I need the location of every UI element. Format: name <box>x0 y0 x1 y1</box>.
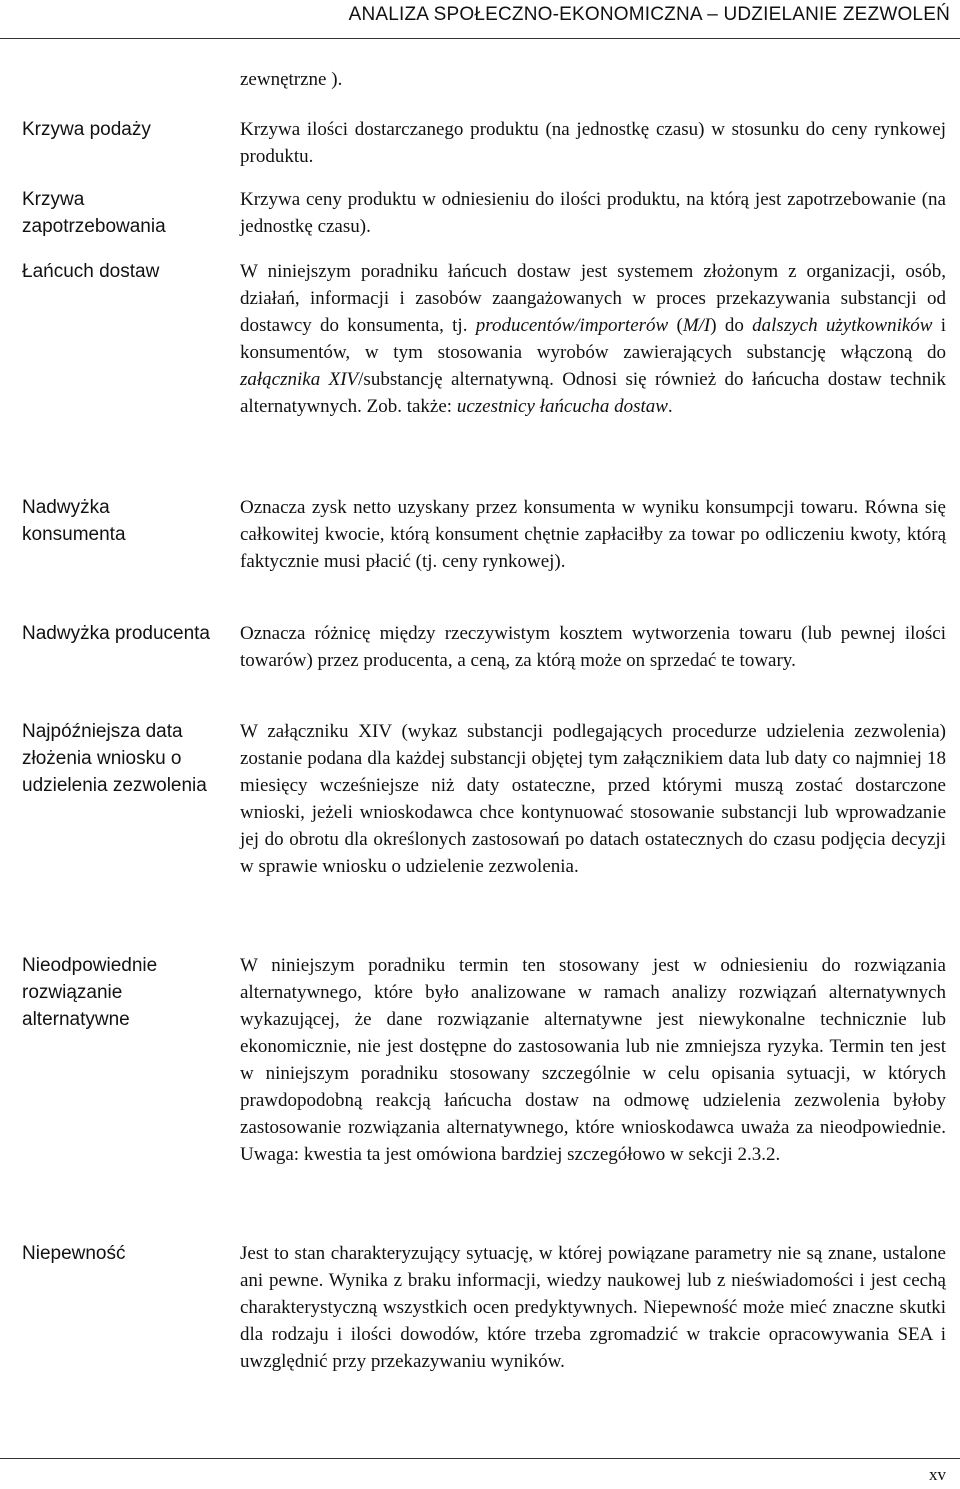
glossary-definition: W załączniku XIV (wykaz substancji podlegających procedurze udzielenia zezwolenia) zostanie podana dla każdej substancji objętej tym załącznikiem data lub daty co najmniej 18 miesięcy wcześniejsze niż daty ostateczne, przed którymi muszą zostać dostarczone wnioski, jeżeli wnioskodawca chce kontynuować stosowanie substancji lub wprowadzanie jej do obrotu dla określonych zastosowań po datach ostatecznych do czasu podjęcia decyzji w sprawie wniosku o udzielenie zezwolenia. <box>240 721 946 877</box>
definition-italic: uczestnicy łańcucha dostaw <box>456 396 668 417</box>
definition-italic: producentów/importerów <box>475 315 669 336</box>
glossary-definition <box>240 258 946 420</box>
page-number: xv <box>929 1465 946 1484</box>
glossary-term: Nieodpowiednie rozwiązanie alternatywne <box>22 955 158 1030</box>
glossary-term: Najpóźniejsza data złożenia wniosku o udzielenia zezwolenia <box>22 721 207 796</box>
glossary-term: Nadwyżka konsumenta <box>22 497 126 545</box>
definition-text: /substancję alternatywną. Odnosi się również do łańcucha dostaw technik alternatywnych. Zob. także: <box>240 369 946 417</box>
definition-italic: dalszych użytkowników <box>752 315 933 336</box>
definition-text: ) do <box>710 315 753 336</box>
glossary-term: Łańcuch dostaw <box>22 261 160 282</box>
glossary-definition: Krzywa ceny produktu w odniesieniu do ilości produktu, na którą jest zapotrzebowanie (na jednostkę czasu). <box>240 189 946 237</box>
glossary-term: Niepewność <box>22 1243 126 1264</box>
definition-italic: załącznika XIV <box>240 369 359 390</box>
footer-divider <box>0 1458 960 1459</box>
glossary-term: Krzywa zapotrzebowania <box>22 189 166 237</box>
definition-text: ( <box>668 315 683 336</box>
glossary-term: Nadwyżka producenta <box>22 623 210 644</box>
glossary-definition: Oznacza różnicę między rzeczywistym kosztem wytworzenia towaru (lub pewnej ilości towarów) przez producenta, a ceną, za którą może on sprzedać te towary. <box>240 623 946 671</box>
definition-text: W niniejszym poradniku łańcuch dostaw jest systemem złożonym z organizacji, osób, działań, informacji i zasobów zaangażowanych w proces przekazywania substancji od dostawcy do konsumenta, tj. <box>240 261 946 336</box>
continued-text: zewnętrzne ). <box>240 69 343 90</box>
header-title: ANALIZA SPOŁECZNO-EKONOMICZNA – UDZIELANIE ZEZWOLEŃ <box>348 4 950 25</box>
page-header <box>0 0 960 39</box>
glossary-definition: Oznacza zysk netto uzyskany przez konsumenta w wyniku konsumpcji towaru. Równa się całkowitej kwocie, którą konsument chętnie zapłaciłby za towar po odliczeniu kwoty, którą faktycznie musi płacić (tj. ceny rynkowej). <box>240 497 946 572</box>
definition-text: . <box>667 396 673 417</box>
glossary-definition: Jest to stan charakteryzujący sytuację, w której powiązane parametry nie są znane, ustalone ani pewne. Wynika z braku informacji, wiedzy naukowej lub z nieświadomości i jest cechą charakterystyczną wszystkich ocen predyktywnych. Niepewność może mieć znaczne skutki dla rodzaju i ilości dowodów, które trzeba zgromadzić w trakcie opracowywania SEA i uwzględnić przy przekazywaniu wyników. <box>240 1243 946 1372</box>
glossary-term: Krzywa podaży <box>22 119 151 140</box>
definition-italic: M/I <box>682 315 711 336</box>
definition-text: i konsumentów, w tym stosowania wyrobów zawierających substancję włączoną do <box>240 315 947 363</box>
glossary-definition: Krzywa ilości dostarczanego produktu (na jednostkę czasu) w stosunku do ceny rynkowej produktu. <box>240 119 946 167</box>
glossary-definition: W niniejszym poradniku termin ten stosowany jest w odniesieniu do rozwiązania alternatywnego, które było analizowane w ramach analizy rozwiązań alternatywnych wykazującej, że dane rozwiązanie alternatywne jest niewykonalne technicznie lub ekonomicznie, nie jest dostępne do zastosowania lub nie zmniejsza ryzyka. Termin ten jest w niniejszym poradniku stosowany szczególnie w celu opisania sytuacji, w których prawdopodobną reakcją łańcucha dostaw na odmowę udzielenia zezwolenia byłoby zastosowanie rozwiązania alternatywnego, które wnioskodawca uważa za nieodpowiednie. Uwaga: kwestia ta jest omówiona bardziej szczegółowo w sekcji 2.3.2. <box>240 955 946 1165</box>
